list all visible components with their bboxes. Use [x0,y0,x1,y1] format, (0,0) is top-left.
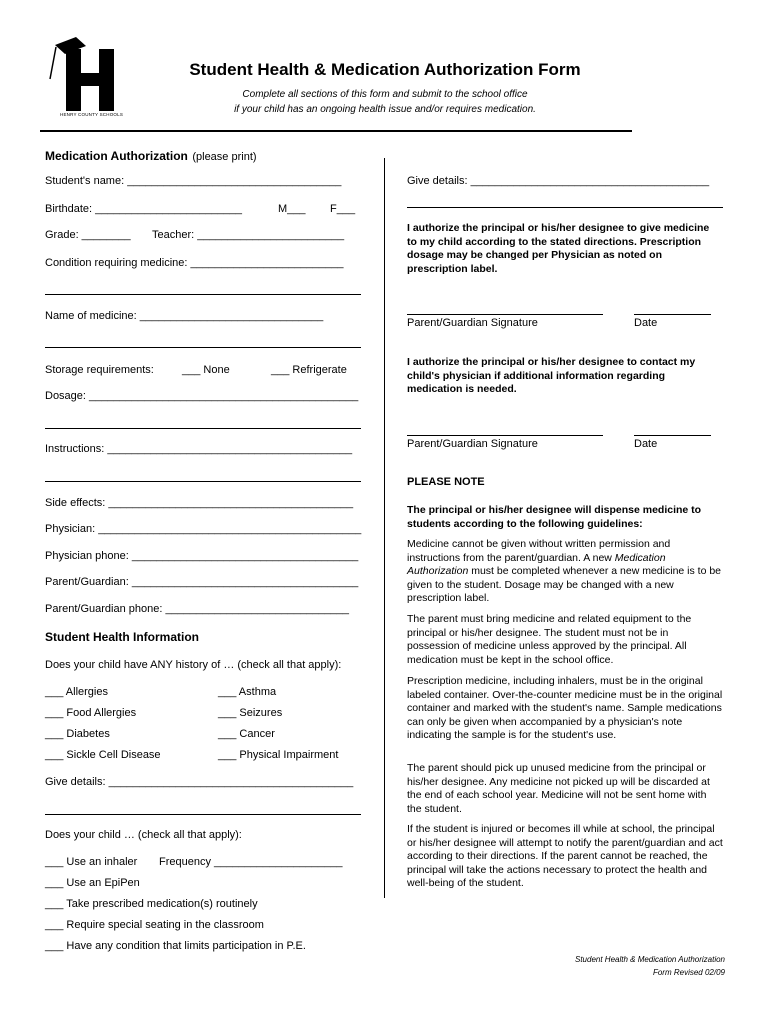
signature-line-2[interactable] [407,435,603,436]
sickle-cell-check[interactable]: ___ Sickle Cell Disease [45,749,161,761]
student-health-heading: Student Health Information [45,630,199,644]
inhaler-frequency-field[interactable]: Frequency _____________________ [159,856,343,868]
guideline-permission-text-b: must be completed whenever a new medicine is to be given to the student. Dosage may be changed with a new prescription label. [407,565,722,604]
please-note-heading: PLEASE NOTE [407,476,485,488]
does-child-question: Does your child … (check all that apply): [45,829,242,841]
parent-phone-field[interactable]: Parent/Guardian phone: ______________________________ [45,603,350,615]
medicine-name-field[interactable]: Name of medicine: ______________________________ [45,310,324,322]
date-label-2: Date [634,438,658,450]
signature-label-1: Parent/Guardian Signature [407,317,538,329]
guideline-bring-medicine: The parent must bring medicine and related equipment to the principal or his/her designee. The student must not be in possession of medicine unless approved by the principal. All medication must be kept in the school office. [407,613,692,666]
right-details-extra-line[interactable] [407,207,723,208]
header-divider [40,130,632,132]
column-divider [384,158,385,898]
date-label-1: Date [634,317,658,329]
dosage-field[interactable]: Dosage: ____________________________________________ [45,390,359,402]
diabetes-check[interactable]: ___ Diabetes [45,728,110,740]
asthma-check[interactable]: ___ Asthma [218,686,277,698]
allergies-check[interactable]: ___ Allergies [45,686,108,698]
grade-field[interactable]: Grade: ________ [45,229,131,241]
med-heading-note: (please print) [192,151,257,163]
side-effects-field[interactable]: Side effects: ________________________________________ [45,497,354,509]
right-give-details-field[interactable]: Give details: _______________________________________ [407,175,710,187]
authorize-contact-statement: I authorize the principal or his/her designee to contact my child's physician if additional information regarding medication is needed. [407,356,696,395]
instructions-extra-line[interactable] [45,481,361,482]
date-line-2[interactable] [634,435,711,436]
epipen-check[interactable]: ___ Use an EpiPen [45,877,140,889]
teacher-field[interactable]: Teacher: ________________________ [152,229,345,241]
inhaler-check[interactable]: ___ Use an inhaler [45,856,138,868]
food-allergies-check[interactable]: ___ Food Allergies [45,707,137,719]
instructions-field[interactable]: Instructions: ________________________________________ [45,443,353,455]
footer-form-name: Student Health & Medication Authorization [574,955,725,964]
guideline-pickup: The parent should pick up unused medicine from the principal or his/her designee. Any medicine not picked up will be discarded at the end of each school year. Medicine will not be sent home with the student. [407,762,710,815]
prescribed-medication-check[interactable]: ___ Take prescribed medication(s) routinely [45,898,258,910]
medicine-extra-line[interactable] [45,347,361,348]
parent-guardian-field[interactable]: Parent/Guardian: _____________________________________ [45,576,359,588]
guideline-permission [407,538,723,606]
guideline-injury: If the student is injured or becomes ill while at school, the principal or his/her designee will attempt to notify the parent/guardian and act according to their directions. If the parent cannot be reached, the principal will take the actions necessary to protect the health and well-being of the student. [407,823,723,889]
subtitle-line-2: if your child has an ongoing health issue and/or requires medication. [234,104,536,115]
guideline-permission-text-a: Medicine cannot be given without written permission and instructions from the parent/guardian. A new [407,538,671,564]
special-seating-check[interactable]: ___ Require special seating in the classroom [45,919,264,931]
guideline-containers: Prescription medicine, including inhalers, must be in the original labeled container. Over-the-counter medicine must be in the original container and marked with the student's name. Sample medications can only be given when accompanied by a physician's note indicating the sample is for the student's use. [407,675,723,741]
guidelines-intro: The principal or his/her designee will dispense medicine to students according to the following guidelines: [407,504,702,530]
signature-line-1[interactable] [407,314,603,315]
gender-m-check[interactable]: M___ [278,203,306,215]
pe-limitation-check[interactable]: ___ Have any condition that limits participation in P.E. [45,940,306,952]
subtitle-line-1: Complete all sections of this form and submit to the school office [242,89,528,100]
form-title: Student Health & Medication Authorization Form [189,60,581,79]
health-details-extra-line[interactable] [45,814,361,815]
health-details-field[interactable]: Give details: ________________________________________ [45,776,354,788]
date-line-1[interactable] [634,314,711,315]
dosage-extra-line[interactable] [45,428,361,429]
history-question: Does your child have ANY history of … (check all that apply): [45,659,342,671]
medication-authorization-heading [45,147,257,165]
physical-impairment-check[interactable]: ___ Physical Impairment [218,749,339,761]
storage-none-check[interactable]: ___ None [182,364,230,376]
seizures-check[interactable]: ___ Seizures [218,707,283,719]
signature-label-2: Parent/Guardian Signature [407,438,538,450]
condition-extra-line[interactable] [45,294,361,295]
physician-field[interactable]: Physician: ___________________________________________ [45,523,362,535]
logo-text: HENRY COUNTY SCHOOLS [60,112,124,117]
condition-field[interactable]: Condition requiring medicine: _________________________ [45,257,344,269]
cancer-check[interactable]: ___ Cancer [218,728,275,740]
gender-f-check[interactable]: F___ [330,203,356,215]
guideline-permission-italic: Medication Authorization [407,551,666,577]
physician-phone-field[interactable]: Physician phone: _____________________________________ [45,550,359,562]
students-name-field[interactable]: Student's name: ___________________________________ [45,175,342,187]
storage-label: Storage requirements: [45,364,154,376]
med-heading-text: Medication Authorization [45,149,188,163]
authorize-medicine-statement: I authorize the principal or his/her designee to give medicine to my child according to the stated directions. Prescription dosage may be changed per Physician as noted on prescription label. [407,222,710,275]
birthdate-field[interactable]: Birthdate: ________________________ [45,203,242,215]
storage-refrigerate-check[interactable]: ___ Refrigerate [271,364,347,376]
footer-revision: Form Revised 02/09 [652,968,725,977]
